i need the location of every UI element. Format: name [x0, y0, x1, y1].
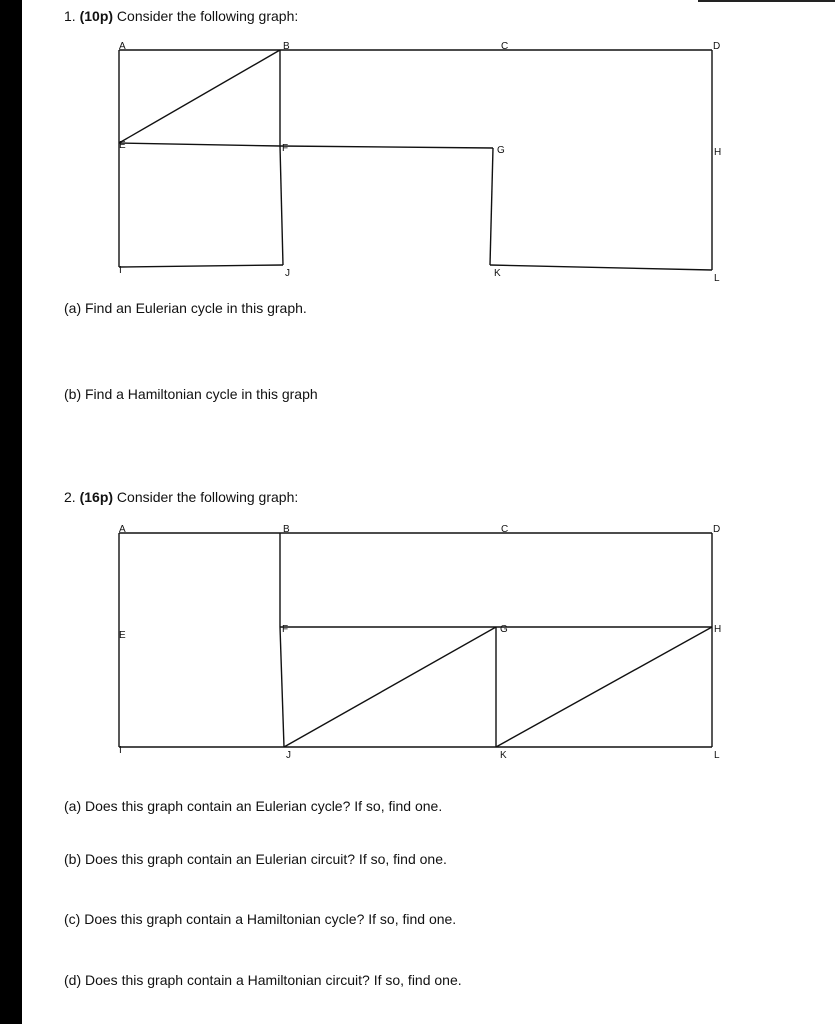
vertex-label-h: H	[714, 147, 722, 158]
problem-1-question-b: (b) Find a Hamiltonian cycle in this graph	[64, 386, 318, 402]
vertex-label-d: D	[713, 524, 721, 535]
vertex-label-c: C	[501, 524, 509, 535]
edge-j-g	[284, 627, 496, 747]
problem-1-points: (10p)	[79, 8, 114, 24]
vertex-label-a: A	[119, 524, 126, 535]
vertex-label-c: C	[501, 41, 509, 52]
vertex-label-a: A	[119, 41, 126, 52]
vertex-label-k: K	[494, 268, 501, 279]
problem-1-question-a: (a) Find an Eulerian cycle in this graph.	[64, 300, 307, 316]
problem-1-prompt: Consider the following graph:	[116, 8, 299, 24]
problem-2-question-d: (d) Does this graph contain a Hamiltonian circuit? If so, find one.	[64, 972, 462, 988]
vertex-label-k: K	[500, 750, 507, 761]
vertex-label-e: E	[119, 630, 126, 641]
vertex-label-b: B	[283, 41, 290, 52]
vertex-label-i: I	[119, 265, 122, 276]
vertex-label-d: D	[713, 41, 721, 52]
vertex-label-h: H	[714, 624, 722, 635]
problem-2-points: (16p)	[79, 489, 114, 505]
vertex-label-l: L	[714, 750, 720, 761]
vertex-label-j: J	[285, 268, 290, 279]
problem-2-question-b: (b) Does this graph contain an Eulerian circuit? If so, find one.	[64, 851, 447, 867]
vertex-label-b: B	[283, 524, 290, 535]
problem-2-prompt: Consider the following graph:	[116, 489, 299, 505]
vertex-label-l: L	[714, 273, 720, 284]
problem-2-question-a: (a) Does this graph contain an Eulerian cycle? If so, find one.	[64, 798, 443, 814]
vertex-label-f: F	[282, 624, 289, 635]
vertex-label-j: J	[286, 750, 291, 761]
problem-2-question-c: (c) Does this graph contain a Hamiltonian cycle? If so, find one.	[64, 911, 457, 927]
worksheet-page	[22, 0, 835, 1024]
vertex-label-g: G	[497, 145, 505, 156]
edge-f-j	[280, 627, 284, 747]
vertex-label-g: G	[500, 624, 508, 635]
problem-1-number: 1.	[64, 8, 76, 24]
edge-k-h	[496, 627, 712, 747]
problem-2-graph	[22, 0, 835, 780]
vertex-label-f: F	[282, 143, 289, 154]
vertex-label-i: I	[119, 745, 122, 756]
problem-2-number: 2.	[64, 489, 76, 505]
vertex-label-e: E	[119, 140, 126, 151]
